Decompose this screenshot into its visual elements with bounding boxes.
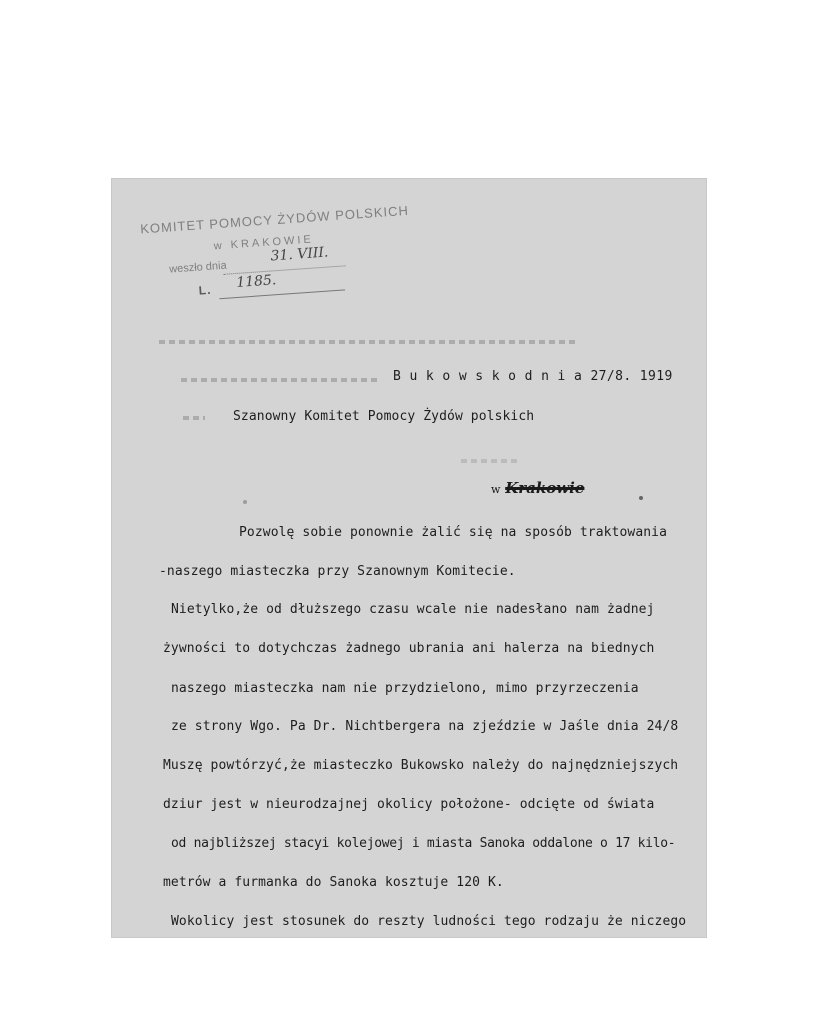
body-line-3: Nietylko,że od dłuższego czasu wcale nie nadesłano nam żadnej xyxy=(171,602,655,617)
body-line-8: dziur jest w nieurodzajnej okolicy położone- odcięte od świata xyxy=(163,797,655,812)
ink-dot xyxy=(639,496,643,500)
addressee-city-name: Krakowie xyxy=(505,479,585,497)
faded-letterhead-line-1 xyxy=(159,340,579,344)
body-line-1: Pozwolę sobie ponownie żalić się na sposób traktowania xyxy=(239,525,668,540)
stamp-date-rule xyxy=(224,265,346,275)
salutation: Szanowny Komitet Pomocy Żydów polskich xyxy=(233,409,535,424)
stamp-city: w KRAKOWIE xyxy=(213,233,315,253)
body-line-6: ze strony Wgo. Pa Dr. Nichtbergera na zjeździe w Jaśle dnia 24/8 xyxy=(171,719,679,734)
stamp-date-label: weszło dnia xyxy=(168,259,228,276)
addressee-prefix: w xyxy=(491,483,501,496)
stamp-number-rule xyxy=(219,289,345,299)
received-stamp xyxy=(133,194,410,300)
body-line-11: Wokolicy jest stosunek do reszty ludności tego rodzaju że niczego xyxy=(171,914,687,929)
letter-page xyxy=(111,178,707,938)
body-line-5: naszego miasteczka nam nie przydzielono, mimo przyrzeczenia xyxy=(171,681,639,696)
body-line-4: żywności to dotychczas żadnego ubrania ani halerza na biednych xyxy=(163,641,655,656)
body-line-2: -naszego miasteczka przy Szanownym Komitecie. xyxy=(159,564,516,579)
body-line-7: Muszę powtórzyć,że miasteczko Bukowsko należy do najnędzniejszych xyxy=(163,758,679,773)
stamp-date-value: 31. VIII. xyxy=(270,244,329,265)
place-and-date: B u k o w s k o d n i a 27/8. 1919 xyxy=(393,369,673,384)
ink-dot-2 xyxy=(243,500,247,504)
faded-letterhead-line-2 xyxy=(181,378,381,382)
stamp-number-label: L. xyxy=(198,282,212,298)
stamp-number-value: 1185. xyxy=(235,272,277,291)
body-line-10: metrów a furmanka do Sanoka kosztuje 120 K. xyxy=(163,875,504,890)
stamp-title: KOMITET POMOCY ŻYDÓW POLSKICH xyxy=(139,202,410,237)
faded-mark xyxy=(183,416,205,420)
faded-mark-2 xyxy=(461,459,521,463)
body-line-9: od najbliższej stacyi kolejowej i miasta Sanoka oddalone o 17 kilo- xyxy=(171,836,676,851)
addressee-city xyxy=(491,479,584,497)
